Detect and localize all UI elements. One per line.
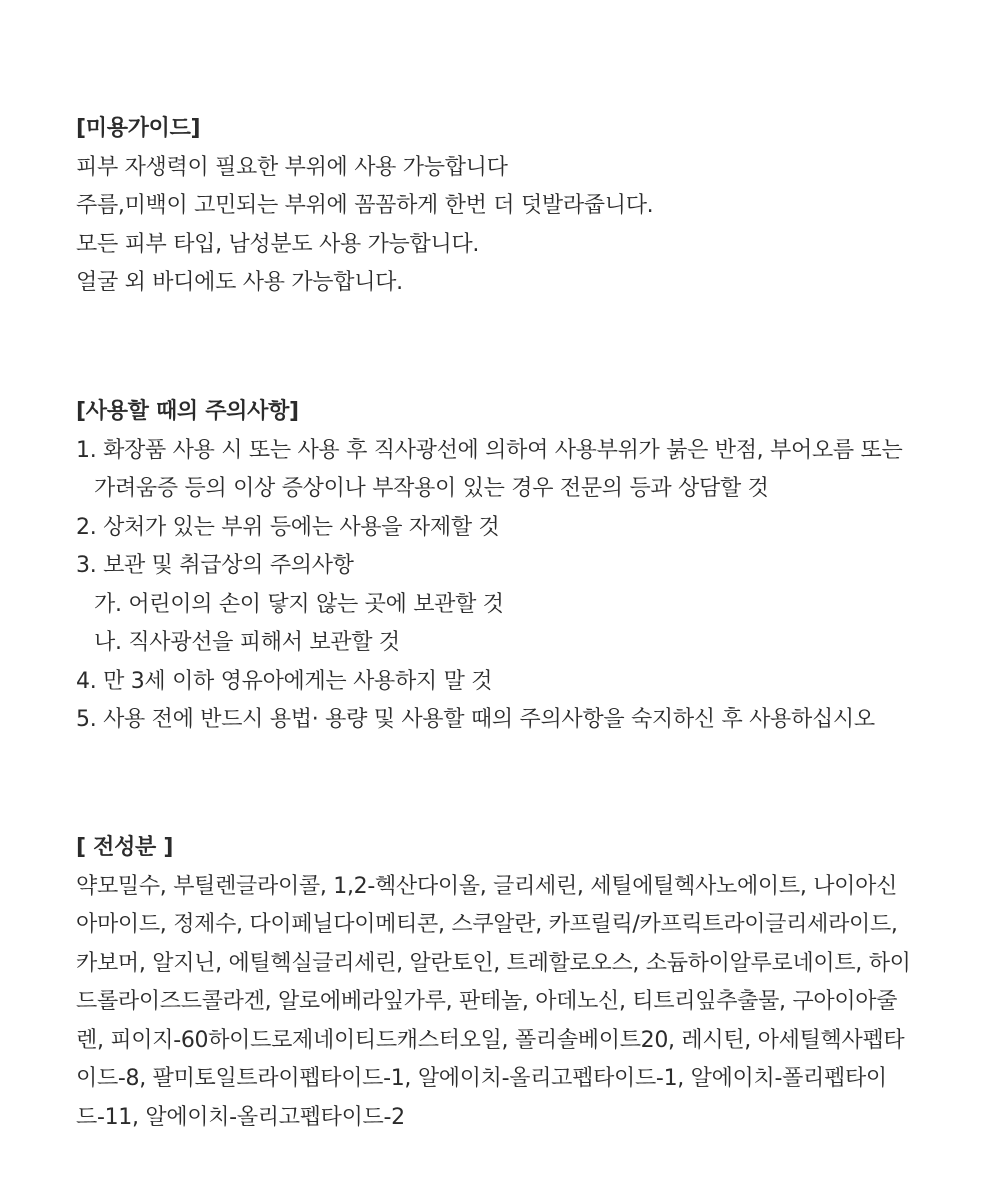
- caution-heading: [사용할 때의 주의사항]: [76, 399, 299, 424]
- caution-section: [76, 393, 936, 740]
- caution-item-3-sub-ga: 가. 어린이의 손이 닿지 않는 곳에 보관할 것: [94, 591, 504, 617]
- beauty-guide-heading: [미용가이드]: [76, 116, 201, 141]
- caution-item-3: 3. 보관 및 취급상의 주의사항: [76, 553, 354, 578]
- ingredients-line: 렌, 피이지-60하이드로제네이티드캐스터오일, 폴리솔베이트20, 레시틴, 아세틸헥사펩타: [76, 1027, 905, 1053]
- caution-item-1-continued: 가려움증 등의 이상 증상이나 부작용이 있는 경우 전문의 등과 상담할 것: [94, 476, 769, 501]
- caution-item-5: 5. 사용 전에 반드시 용법· 용량 및 사용할 때의 주의사항을 숙지하신 후 사용하십시오: [76, 707, 875, 732]
- caution-item-4: 4. 만 3세 이하 영유아에게는 사용하지 말 것: [76, 668, 493, 694]
- guide-line: 주름,미백이 고민되는 부위에 꼼꼼하게 한번 더 덧발라줍니다.: [76, 193, 654, 218]
- ingredients-line: 아마이드, 정제수, 다이페닐다이메티콘, 스쿠알란, 카프릴릭/카프릭트라이글리세라이드,: [76, 912, 898, 937]
- guide-line: 피부 자생력이 필요한 부위에 사용 가능합니다: [76, 154, 508, 180]
- ingredients-line: 이드-8, 팔미토일트라이펩타이드-1, 알에이치-올리고펩타이드-1, 알에이치-폴리펩타이: [76, 1066, 887, 1091]
- ingredients-line: 카보머, 알지닌, 에틸헥실글리세린, 알란토인, 트레할로오스, 소듐하이알루로네이트, 하이: [76, 950, 911, 976]
- caution-item-1: 1. 화장품 사용 시 또는 사용 후 직사광선에 의하여 사용부위가 붉은 반점, 부어오름 또는: [76, 437, 903, 463]
- guide-line: 얼굴 외 바디에도 사용 가능합니다.: [76, 270, 403, 295]
- caution-item-2: 2. 상처가 있는 부위 등에는 사용을 자제할 것: [76, 514, 500, 540]
- ingredients-line: 드롤라이즈드콜라겐, 알로에베라잎가루, 판테놀, 아데노신, 티트리잎추출물, 구아이아줄: [76, 989, 898, 1014]
- ingredients-heading: [ 전성분 ]: [76, 835, 174, 860]
- beauty-guide-section: [76, 110, 936, 303]
- ingredients-section: [76, 829, 936, 1137]
- ingredients-line: 약모밀수, 부틸렌글라이콜, 1,2-헥산다이올, 글리세린, 세틸에틸헥사노에이트, 나이아신: [76, 873, 898, 899]
- ingredients-line: 드-11, 알에이치-올리고펩타이드-2: [76, 1104, 405, 1130]
- guide-line: 모든 피부 타입, 남성분도 사용 가능합니다.: [76, 231, 480, 257]
- caution-item-3-sub-na: 나. 직사광선을 피해서 보관할 것: [94, 630, 400, 655]
